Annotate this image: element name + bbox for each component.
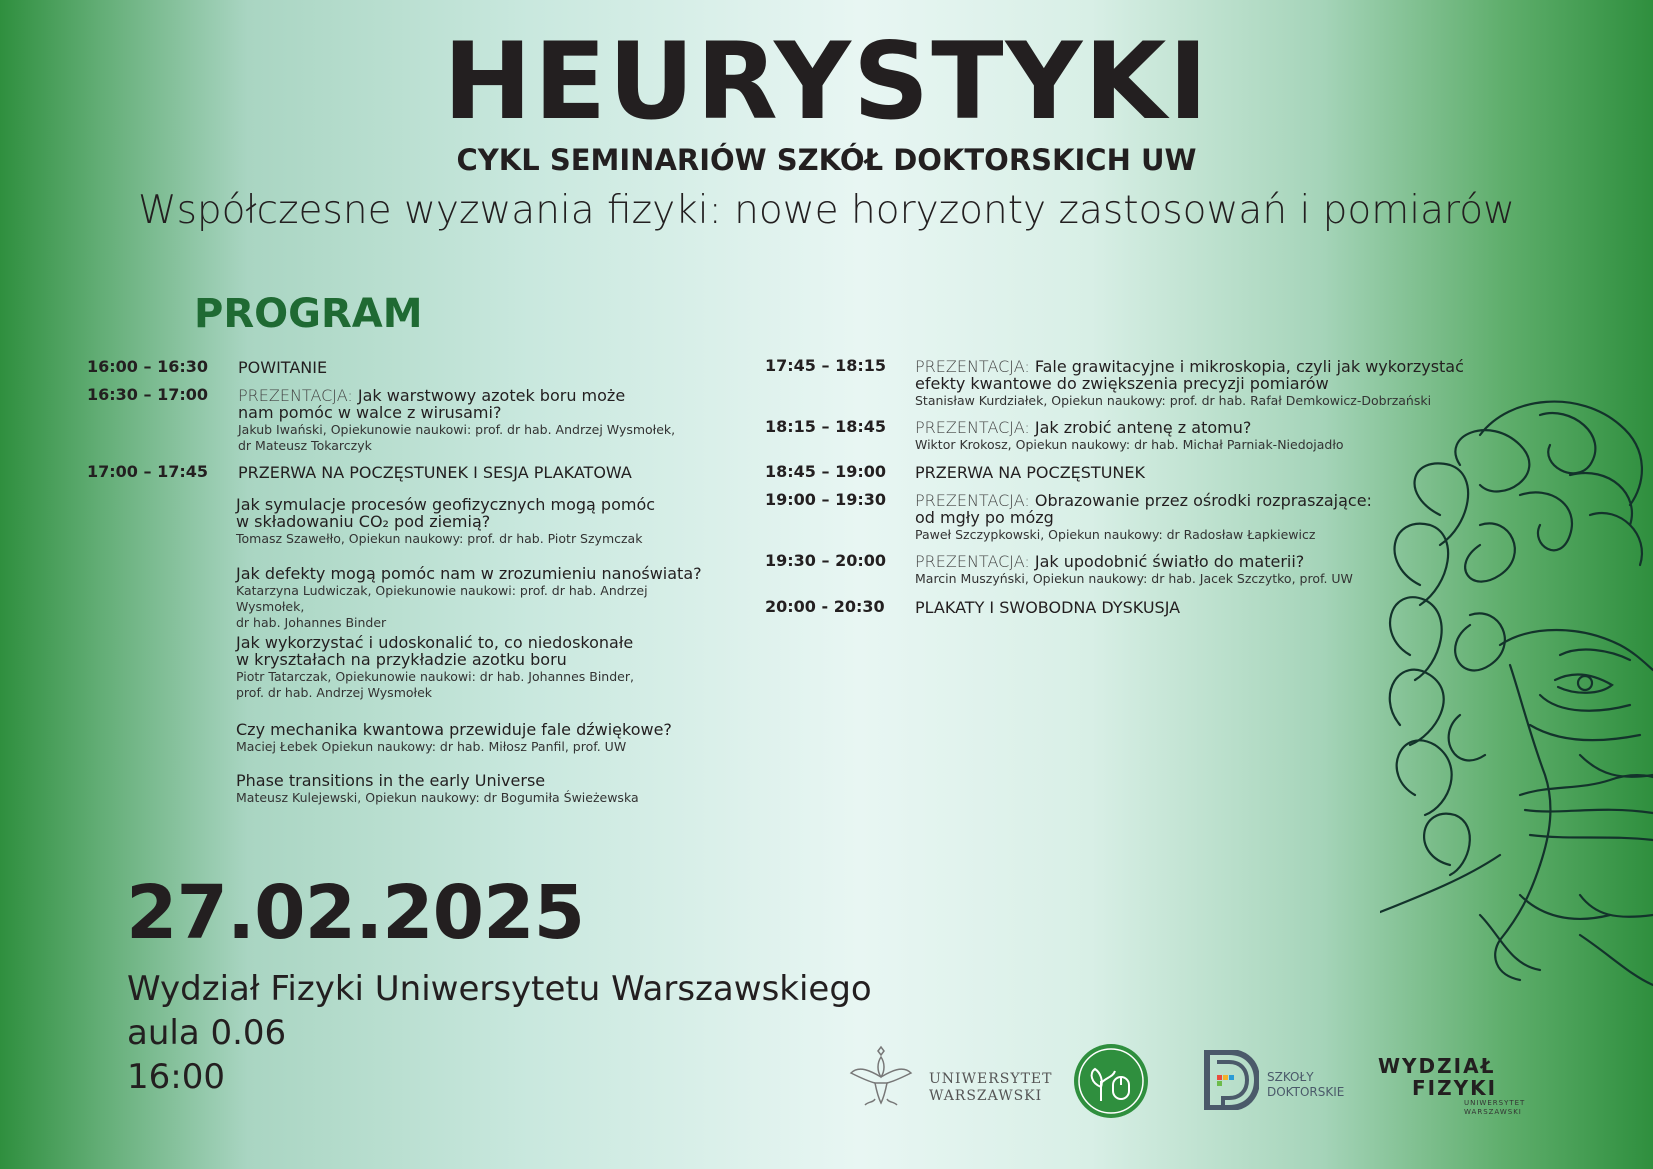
venue-place: Wydział Fizyki Uniwersytetu Warszawskiego: [127, 969, 872, 1009]
wf-line2: FIZYKI: [1412, 1076, 1498, 1100]
poster-title: HEURYSTYKI: [443, 20, 1210, 143]
presentation-title: Jak warstwowy azotek boru może: [357, 386, 626, 405]
presentation-author: Paweł Szczypkowski, Opiekun naukowy: dr Radosław Łapkiewicz: [915, 527, 1316, 542]
poster-author: Piotr Tatarczak, Opiekunowie naukowi: dr hab. Johannes Binder,: [236, 669, 634, 684]
plant-mouse-icon: [1073, 1043, 1149, 1119]
venue-room: aula 0.06: [127, 1013, 287, 1053]
poster-title: Czy mechanika kwantowa przewiduje fale dźwiękowe?: [236, 720, 672, 739]
presentation-title: Fale grawitacyjne i mikroskopia, czyli jak wykorzystać: [1034, 357, 1464, 376]
einstein-illustration: [1380, 395, 1653, 1005]
poster-title: Jak symulacje procesów geofizycznych mogą pomóc: [236, 495, 656, 514]
sd-line2: DOKTORSKIE: [1267, 1085, 1345, 1099]
presentation-author: Stanisław Kurdziałek, Opiekun naukowy: prof. dr hab. Rafał Demkowicz-Dobrzański: [915, 393, 1432, 408]
presentation-label: PREZENTACJA:: [915, 491, 1030, 510]
wf-line3: UNIWERSYTET: [1464, 1099, 1526, 1107]
poster-author: prof. dr hab. Andrzej Wysmołek: [236, 685, 432, 700]
poster-author: Mateusz Kulejewski, Opiekun naukowy: dr Bogumiła Świeżewska: [236, 790, 639, 805]
poster-entry: [236, 772, 706, 806]
uw-line2: WARSZAWSKI: [929, 1088, 1043, 1104]
poster-title: w kryształach na przykładzie azotku boru: [236, 650, 567, 669]
time-slot: 18:15 – 18:45: [765, 417, 886, 436]
poster-author: Maciej Łebek Opiekun naukowy: dr hab. Miłosz Panfil, prof. UW: [236, 739, 627, 754]
presentation-title: Jak zrobić antenę z atomu?: [1034, 418, 1252, 437]
presentation-title: Obrazowanie przez ośrodki rozpraszające:: [1034, 491, 1372, 510]
time-slot: 20:00 - 20:30: [765, 597, 885, 616]
presentation-label: PREZENTACJA:: [238, 386, 353, 405]
doctoral-schools-emblem-icon: [1203, 1050, 1259, 1110]
agenda-item: PRZERWA NA POCZĘSTUNEK I SESJA PLAKATOWA: [238, 463, 632, 482]
poster-title: w składowaniu CO₂ pod ziemią?: [236, 512, 491, 531]
time-slot: 16:30 – 17:00: [87, 385, 208, 404]
presentation-author: Marcin Muszyński, Opiekun naukowy: dr hab. Jacek Szczytko, prof. UW: [915, 571, 1353, 586]
time-slot: 19:00 – 19:30: [765, 490, 886, 509]
uw-logo: [845, 1043, 1053, 1113]
logo-bar: [840, 1035, 1540, 1125]
presentation-title: nam pomóc w walce z wirusami?: [238, 403, 502, 422]
poster-author: Tomasz Szawełło, Opiekun naukowy: prof. dr hab. Piotr Szymczak: [236, 531, 643, 546]
presentation-title: od mgły po mózg: [915, 508, 1054, 527]
poster-title: Jak defekty mogą pomóc nam w zrozumieniu nanoświata?: [236, 564, 702, 583]
presentation-title: efekty kwantowe do zwiększenia precyzji pomiarów: [915, 374, 1329, 393]
uw-line1: UNIWERSYTET: [929, 1071, 1053, 1087]
time-slot: 17:45 – 18:15: [765, 356, 886, 375]
agenda-item: PLAKATY I SWOBODNA DYSKUSJA: [915, 598, 1181, 617]
poster-entry: [236, 565, 716, 631]
sd-line1: SZKOŁY: [1267, 1070, 1314, 1084]
event-date: 27.02.2025: [126, 870, 585, 956]
poster-title: Jak wykorzystać i udoskonalić to, co niedoskonałe: [236, 633, 634, 652]
presentation-author: Jakub Iwański, Opiekunowie naukowi: prof. dr hab. Andrzej Wysmołek,: [238, 422, 676, 437]
eagle-emblem-icon: [845, 1043, 917, 1115]
time-slot: 18:45 – 19:00: [765, 462, 886, 481]
physics-faculty-logo: [1378, 1055, 1538, 1125]
venue-hour: 16:00: [127, 1057, 225, 1097]
presentation-author: dr Mateusz Tokarczyk: [238, 438, 372, 453]
presentation-title: Jak upodobnić światło do materii?: [1034, 552, 1305, 571]
presentation-entry: [238, 387, 708, 454]
event-venue: [127, 967, 872, 1099]
poster-author: dr hab. Johannes Binder: [236, 615, 387, 630]
doctoral-schools-logo: [1203, 1050, 1363, 1114]
poster-entry: [236, 721, 706, 755]
poster-subtitle: CYKL SEMINARIÓW SZKÓŁ DOKTORSKICH UW: [456, 143, 1197, 177]
agenda-item: POWITANIE: [238, 358, 328, 377]
presentation-author: Wiktor Krokosz, Opiekun naukowy: dr hab. Michał Parniak-Niedojadło: [915, 437, 1344, 452]
wf-line4: WARSZAWSKI: [1464, 1108, 1522, 1116]
poster-title: Phase transitions in the early Universe: [236, 771, 546, 790]
presentation-label: PREZENTACJA:: [915, 357, 1030, 376]
wf-line1: WYDZIAŁ: [1378, 1054, 1496, 1078]
doctoral-schools-name: [1267, 1070, 1344, 1100]
program-heading: PROGRAM: [194, 291, 423, 337]
uw-name: [929, 1071, 1052, 1105]
poster-entry: [236, 634, 706, 701]
agenda-item: PRZERWA NA POCZĘSTUNEK: [915, 463, 1145, 482]
poster-author: Katarzyna Ludwiczak, Opiekunowie naukowi: prof. dr hab. Andrzej Wysmołek,: [236, 583, 648, 614]
time-slot: 16:00 – 16:30: [87, 357, 208, 376]
presentation-label: PREZENTACJA:: [915, 552, 1030, 571]
presentation-label: PREZENTACJA:: [915, 418, 1030, 437]
poster-entry: [236, 496, 706, 547]
time-slot: 19:30 – 20:00: [765, 551, 886, 570]
time-slot: 17:00 – 17:45: [87, 462, 208, 481]
seminar-theme: Współczesne wyzwania fizyki: nowe horyzonty zastosowań i pomiarów: [138, 188, 1515, 233]
